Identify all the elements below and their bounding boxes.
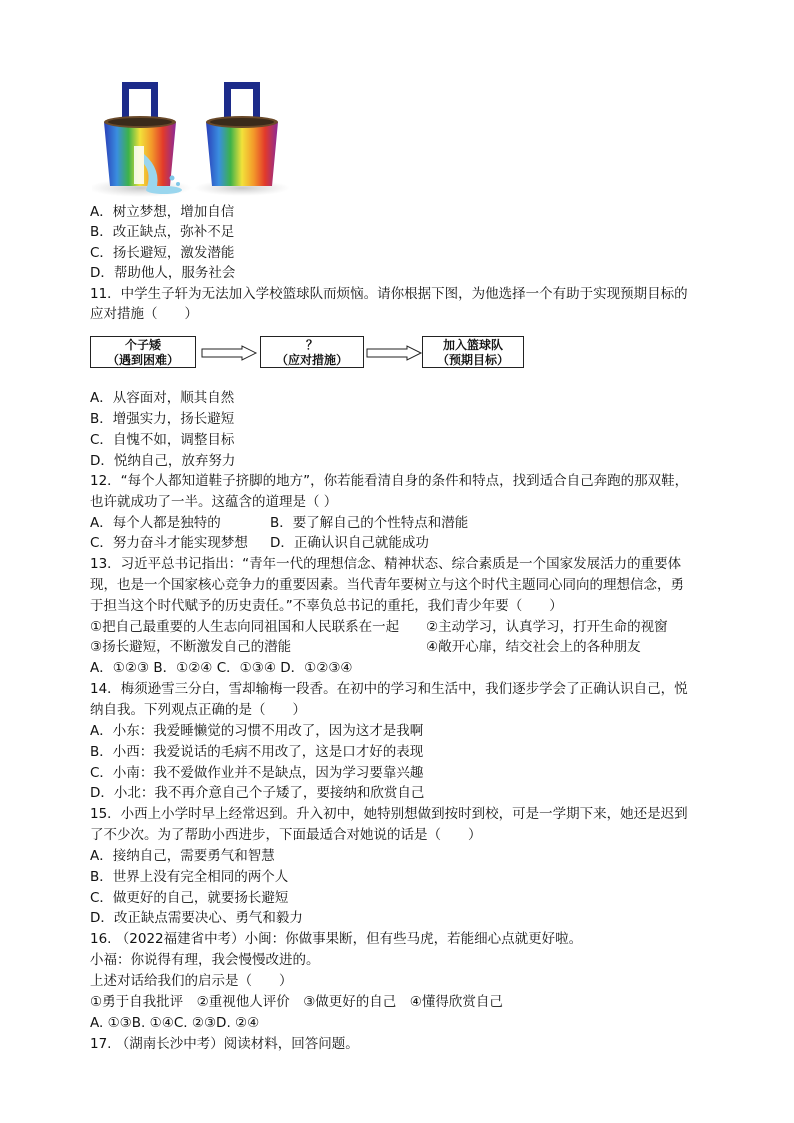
q15-option-b: B．世界上没有完全相同的两个人 <box>90 869 289 885</box>
q10-option-b: B．改正缺点，弥补不足 <box>90 224 235 240</box>
q13-stem-line2: 现，也是一个国家核心竞争力的重要因素。当代青年要树立与这个时代主题同心同向的理想信念，勇 <box>90 577 684 593</box>
flow-box-measure-title: ？ <box>305 338 318 352</box>
q12-option-d: D．正确认识自己就能成功 <box>270 535 429 551</box>
q13-stem-line3: 于担当这个时代赋予的历史责任。”不辜负总书记的重托，我们青少年要（ ） <box>90 598 563 614</box>
flow-box-measure <box>260 336 364 368</box>
flow-box-difficulty <box>90 336 196 368</box>
q14-option-c: C．小南：我不爱做作业并不是缺点，因为学习要靠兴趣 <box>90 765 424 781</box>
flow-arrow-1 <box>200 345 258 361</box>
q10-option-d: D．帮助他人，服务社会 <box>90 265 236 281</box>
q14-stem-line1: 14．梅须逊雪三分白，雪却输梅一段香。在初中的学习和生活中，我们逐步学会了正确认识自己，悦 <box>90 681 688 697</box>
q13-options: A．①②③ B．①②④ C．①③④ D．①②③④ <box>90 660 353 676</box>
q16-line3: 上述对话给我们的启示是（ ） <box>90 973 293 989</box>
q16-statements: ①勇于自我批评 ②重视他人评价 ③做更好的自己 ④懂得欣赏自己 <box>90 994 503 1010</box>
q11-stem-line2: 应对措施（ ） <box>90 306 198 322</box>
q11-stem-line1: 11．中学生子轩为无法加入学校篮球队而烦恼。请你根据下图，为他选择一个有助于实现预期目标的 <box>90 286 688 302</box>
full-bucket-icon <box>194 82 290 196</box>
q10-option-c: C．扬长避短，激发潜能 <box>90 245 235 261</box>
q11-option-a: A．从容面对，顺其自然 <box>90 390 235 406</box>
q13-item-1: ①把自己最重要的人生志向同祖国和人民联系在一起 <box>90 619 400 635</box>
q14-option-d: D．小北：我不再介意自己个子矮了，要接纳和欣赏自己 <box>90 785 425 801</box>
q12-option-a: A．每个人都是独特的 <box>90 515 221 531</box>
q12-option-b: B．要了解自己的个性特点和潜能 <box>270 515 469 531</box>
q13-item-2: ②主动学习，认真学习，打开生命的视窗 <box>426 619 668 635</box>
q16-options: A. ①③B. ①④C. ②③D. ②④ <box>90 1015 260 1031</box>
q16-line1: 16. （2022福建省中考）小闽：你做事果断，但有些马虎，若能细心点就更好啦。 <box>90 931 583 947</box>
flow-box-difficulty-note: （遇到困难） <box>106 353 179 367</box>
q11-option-c: C．自愧不如，调整目标 <box>90 432 235 448</box>
flow-box-measure-note: （应对措施） <box>275 353 348 367</box>
q11-option-b: B．增强实力，扬长避短 <box>90 411 235 427</box>
q11-option-d: D．悦纳自己，放弃努力 <box>90 453 236 469</box>
q15-option-c: C．做更好的自己，就要扬长避短 <box>90 890 289 906</box>
q13-item-3: ③扬长避短，不断激发自己的潜能 <box>90 639 292 655</box>
flow-box-difficulty-title: 个子矮 <box>124 338 161 352</box>
q15-option-a: A．接纳自己，需要勇气和智慧 <box>90 848 275 864</box>
q12-option-c: C．努力奋斗才能实现梦想 <box>90 535 248 551</box>
q14-stem-line2: 纳自我。下列观点正确的是（ ） <box>90 702 306 718</box>
q12-stem-line1: 12．“每个人都知道鞋子挤脚的地方”，你若能看清自身的条件和特点，找到适合自己奔跑的那双鞋， <box>90 473 689 489</box>
q15-option-d: D．改正缺点需要决心、勇气和毅力 <box>90 910 303 926</box>
q14-option-b: B．小西：我爱说话的毛病不用改了，这是口才好的表现 <box>90 744 424 760</box>
q16-line2: 小福：你说得有理，我会慢慢改进的。 <box>90 952 320 968</box>
flow-arrow-2 <box>365 345 423 361</box>
q15-stem-line2: 了不少次。为了帮助小西进步，下面最适合对她说的话是（ ） <box>90 827 482 843</box>
q13-stem-line1: 13．习近平总书记指出：“青年一代的理想信念、精神状态、综合素质是一个国家发展活力的重要体 <box>90 556 682 572</box>
q15-stem-line1: 15．小西上小学时早上经常迟到。升入初中，她特别想做到按时到校，可是一学期下来，她还是迟到 <box>90 806 688 822</box>
q11-flow-diagram <box>90 336 530 372</box>
flow-box-goal-title: 加入篮球队 <box>442 338 503 352</box>
leaking-bucket-icon <box>92 82 192 197</box>
q14-option-a: A．小东：我爱睡懒觉的习惯不用改了，因为这才是我啊 <box>90 723 424 739</box>
q13-item-4: ④敞开心扉，结交社会上的各种朋友 <box>426 639 641 655</box>
flow-box-goal-note: （预期目标） <box>436 353 509 367</box>
q10-option-a: A．树立梦想，增加自信 <box>90 204 235 220</box>
q12-stem-line2: 也许就成功了一半。这蕴含的道理是（ ） <box>90 494 338 510</box>
q17-stem: 17. （湖南长沙中考）阅读材料，回答问题。 <box>90 1036 359 1052</box>
bucket-illustration <box>92 80 292 198</box>
flow-box-goal <box>422 336 524 368</box>
